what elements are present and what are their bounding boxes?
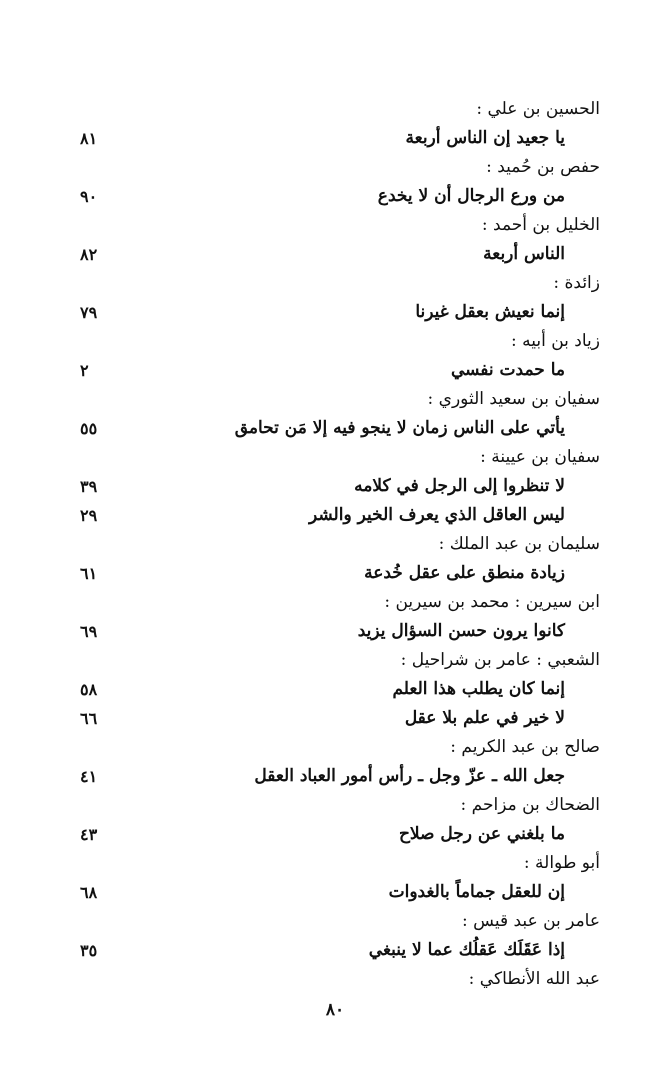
index-person-row — [80, 385, 600, 414]
quote-text: إذا عَقَلَك عَقلُك عما لا ينبغي — [368, 940, 565, 960]
index-entry-row — [80, 820, 600, 849]
index-entry-row — [80, 617, 600, 646]
person-name: حفص بن حُميد : — [486, 157, 600, 177]
page-reference: ٦٨ — [80, 883, 98, 902]
quote-text: لا تنظروا إلى الرجل في كلامه — [354, 476, 565, 496]
index-person-row — [80, 530, 600, 559]
person-name: صالح بن عبد الكريم : — [450, 737, 600, 757]
page-reference: ٦٩ — [80, 622, 98, 641]
quote-text: كانوا يرون حسن السؤال يزيد — [357, 621, 565, 641]
quote-text: زيادة منطق على عقل خُدعة — [364, 563, 565, 583]
index-entry-row — [80, 414, 600, 443]
page-reference: ٤١ — [80, 767, 98, 786]
page-reference: ٢٩ — [80, 506, 98, 525]
person-name: ابن سيرين : محمد بن سيرين : — [384, 592, 600, 612]
page-reference: ٦٦ — [80, 709, 98, 728]
index-person-row — [80, 965, 600, 994]
page-reference: ٤٣ — [80, 825, 98, 844]
quote-text: يأتي على الناس زمان لا ينجو فيه إلا مَن تحامق — [234, 418, 565, 438]
index-entry-row — [80, 878, 600, 907]
index-entry-row — [80, 704, 600, 733]
person-name: زياد بن أبيه : — [510, 331, 600, 351]
quote-text: إنما نعيش بعقل غيرنا — [415, 302, 565, 322]
page-reference: ٦١ — [80, 564, 98, 583]
quote-text: جعل الله ـ عزّ وجل ـ رأس أمور العباد العقل — [254, 766, 565, 786]
index-entry-row — [80, 298, 600, 327]
quote-text: إن للعقل جماماً بالغدوات — [388, 882, 565, 902]
page-reference: ٩٠ — [80, 187, 98, 206]
page-reference: ٥٨ — [80, 680, 98, 699]
person-name: عامر بن عبد قيس : — [462, 911, 600, 931]
page-reference: ٣٥ — [80, 941, 98, 960]
quote-text: ما بلغني عن رجل صلاح — [398, 824, 565, 844]
page-reference: ٨١ — [80, 129, 98, 148]
page-reference: ٧٩ — [80, 303, 98, 322]
index-entry-row — [80, 472, 600, 501]
index-person-row — [80, 153, 600, 182]
index-person-row — [80, 907, 600, 936]
index-entry-row — [80, 182, 600, 211]
index-list — [80, 95, 600, 994]
index-person-row — [80, 646, 600, 675]
person-name: زائدة : — [553, 273, 600, 293]
person-name: أبو طوالة : — [523, 853, 600, 873]
person-name: عبد الله الأنطاكي : — [468, 969, 600, 989]
index-entry-row — [80, 501, 600, 530]
quote-text: ما حمدت نفسي — [450, 360, 565, 380]
index-person-row — [80, 588, 600, 617]
index-person-row — [80, 791, 600, 820]
page-reference: ٨٢ — [80, 245, 98, 264]
index-entry-row — [80, 675, 600, 704]
index-entry-row — [80, 240, 600, 269]
quote-text: لا خير في علم بلا عقل — [404, 708, 565, 728]
index-person-row — [80, 443, 600, 472]
index-person-row — [80, 95, 600, 124]
index-entry-row — [80, 762, 600, 791]
person-name: سفيان بن عيينة : — [480, 447, 600, 467]
quote-text: يا جعيد إن الناس أربعة — [405, 128, 565, 148]
index-entry-row — [80, 124, 600, 153]
index-entry-row — [80, 559, 600, 588]
index-person-row — [80, 327, 600, 356]
index-person-row — [80, 733, 600, 762]
page-number: ٨٠ — [325, 1000, 345, 1020]
quote-text: إنما كان يطلب هذا العلم — [392, 679, 565, 699]
page-reference: ٥٥ — [80, 419, 98, 438]
index-entry-row — [80, 356, 600, 385]
person-name: الضحاك بن مزاحم : — [460, 795, 600, 815]
index-person-row — [80, 211, 600, 240]
page-reference: ٢ — [80, 361, 89, 380]
person-name: سفيان بن سعيد الثوري : — [427, 389, 600, 409]
quote-text: من ورع الرجال أن لا يخدع — [377, 186, 565, 206]
page-reference: ٣٩ — [80, 477, 98, 496]
person-name: الحسين بن علي : — [476, 99, 600, 119]
index-person-row — [80, 269, 600, 298]
person-name: الخليل بن أحمد : — [481, 215, 600, 235]
person-name: الشعبي : عامر بن شراحيل : — [400, 650, 600, 670]
person-name: سليمان بن عبد الملك : — [438, 534, 600, 554]
quote-text: ليس العاقل الذي يعرف الخير والشر — [309, 505, 565, 525]
index-person-row — [80, 849, 600, 878]
quote-text: الناس أربعة — [483, 244, 565, 264]
index-entry-row — [80, 936, 600, 965]
